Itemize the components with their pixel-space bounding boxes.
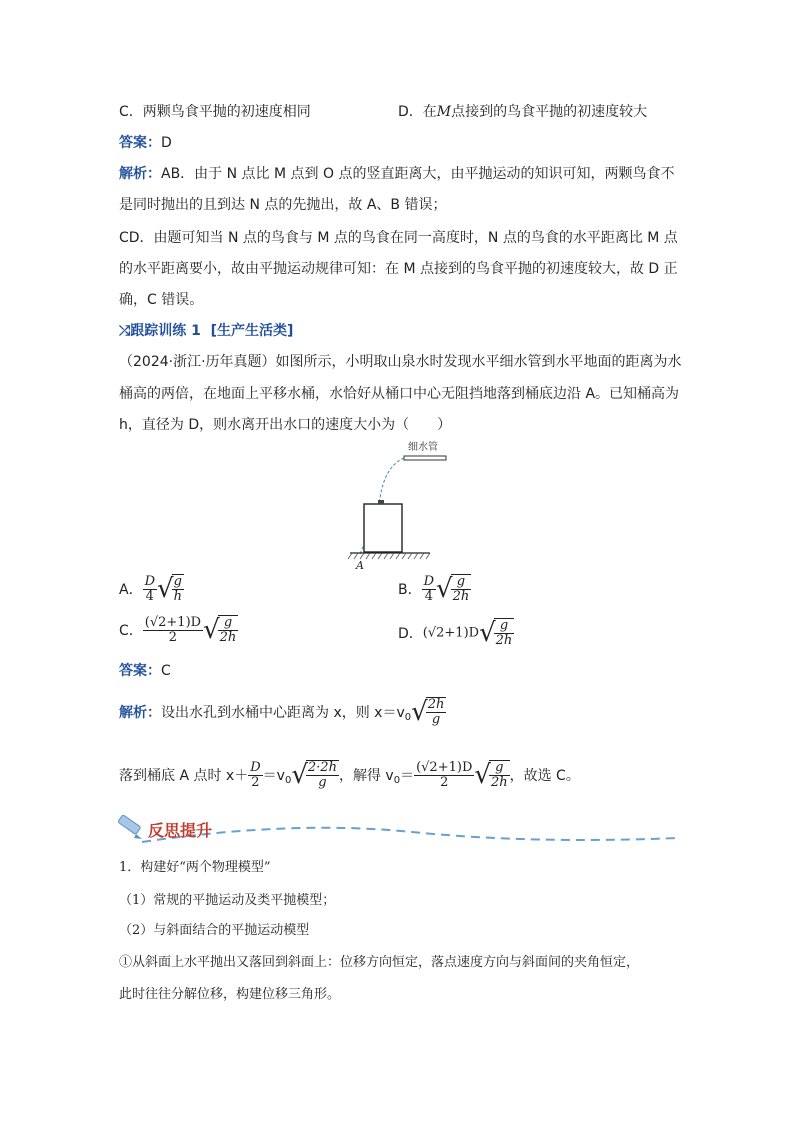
point-a-label: A [356, 559, 364, 570]
training-heading: ⤮跟踪训练 1 [生产生活类] [119, 323, 294, 339]
problem-line2: 桶高的两倍，在地面上平移水桶，水恰好从桶口中心无阻挡地落到桶底边沿 A。已知桶高为 [119, 386, 680, 402]
banner-ribbon [142, 828, 677, 842]
answer-2: 答案：C [119, 663, 171, 679]
analysis-2-line2: 落到桶底 A 点时 x＋ $\frac{D}{2}$ $=v_0√$ $\frac{2\cdot 2h}{g}$ ，解得 $v_0=$ $\frac{(√2+1)D}{2}$ √ $\frac{g}{2h}$ ，故选 C。 [119, 759, 580, 790]
option-d: D．(√2+1)D√ $\frac{g}{2h}$ [398, 618, 513, 648]
analysis-2-line1: 解析：设出水孔到水桶中心距离为 x，则 $x=v_0√$ $\frac{2h}{g}$ [119, 697, 445, 727]
analysis-1-line1: 解析：AB．由于 N 点比 M 点到 O 点的竖直距离大，由平抛运动的知识可知，两颗鸟食不 [119, 166, 675, 182]
option-c: C． $\frac{(√2+1)D}{2}$ √ $\frac{g}{2h}$ [119, 614, 237, 645]
bucket-shape [364, 504, 402, 552]
analysis-1-line3: CD．由题可知当 N 点的鸟食与 M 点的鸟食在同一高度时，N 点的鸟食的水平距离比 M 点 [119, 230, 678, 246]
reflect-line5: 此时往往分解位移，构建位移三角形。 [119, 987, 341, 1002]
bucket-mouth [378, 500, 384, 504]
bucket-figure [340, 436, 470, 570]
analysis-1-line2: 是同时抛出的且到达 N 点的先抛出，故 A、B 错误； [119, 197, 447, 213]
pipe-shape [404, 456, 446, 460]
option-d-top: D．在M点接到的鸟食平抛的初速度较大 [398, 104, 648, 120]
reflect-line4: ①从斜面上水平抛出又落回到斜面上：位移方向恒定，落点速度方向与斜面间的夹角恒定， [119, 955, 640, 970]
option-a: A． $\frac{D}{4}$ √ $\frac{g}{h}$ [119, 573, 182, 604]
shuffle-icon: ⤮ [119, 323, 131, 339]
analysis-1-line4: 的水平距离要小，故由平抛运动规律可知：在 M 点接到的鸟食平抛的初速度较大，故 D 正 [119, 261, 678, 277]
reflect-line2: （1）常规的平抛运动及类平抛模型； [119, 893, 336, 908]
problem-line3: h，直径为 D，则水离开出水口的速度大小为（ ） [119, 417, 452, 433]
analysis-1-line5: 确，C 错误。 [119, 292, 204, 308]
reflect-line1: 1．构建好“两个物理模型” [119, 860, 271, 875]
option-b: B． $\frac{D}{4}$ √ $\frac{g}{2h}$ [398, 573, 470, 604]
pencil-icon [118, 815, 142, 839]
reflect-line3: （2）与斜面结合的平抛运动模型 [119, 923, 310, 938]
answer-1: 答案：D [119, 135, 172, 151]
problem-line1: （2024·浙江·历年真题）如图所示，小明取山泉水时发现水平细水管到水平地面的距离为水 [119, 354, 682, 370]
reflect-title: 反思提升 [148, 821, 213, 840]
pipe-label: 细水管 [408, 442, 438, 453]
option-c-top: C．两颗鸟食平抛的初速度相同 [119, 104, 311, 120]
